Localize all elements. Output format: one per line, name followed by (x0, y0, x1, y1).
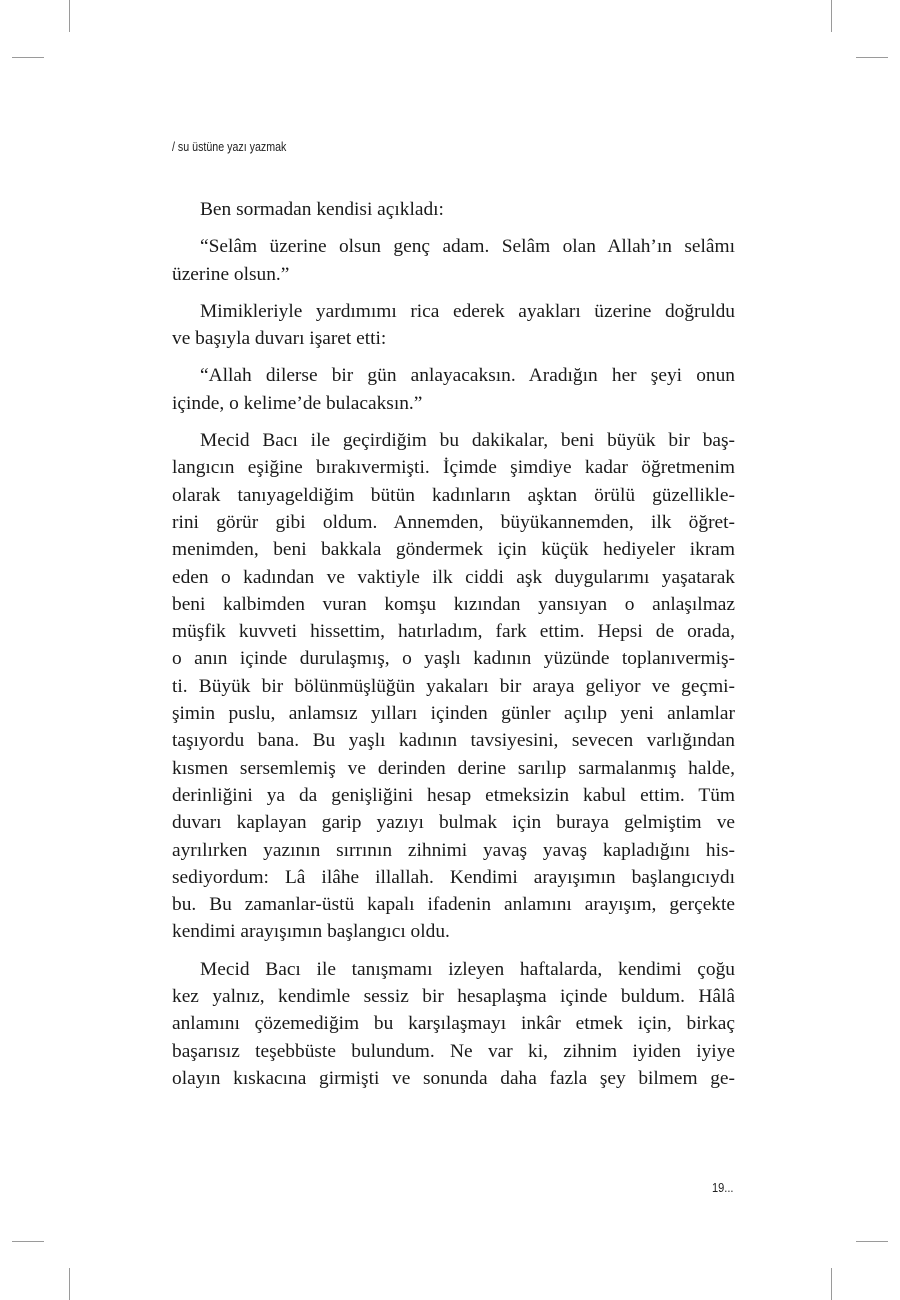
text-line: Mecid Bacı ile tanışmamı izleyen haftalarda, kendimi çoğu (200, 958, 735, 980)
text-line: bu. Bu zamanlar-üstü kapalı ifadenin anlamını arayışım, gerçekte (172, 894, 735, 916)
text-line: “Allah dilerse bir gün anlayacaksın. Aradığın her şeyi onun (200, 365, 735, 387)
paragraph (172, 956, 735, 1092)
text-line: eden o kadından ve vaktiyle ilk ciddi aşk duygularımı yaşatarak (172, 566, 735, 588)
body-text (172, 196, 735, 1092)
paragraph (172, 196, 735, 223)
text-line: Mimikleriyle yardımımı rica ederek ayakları üzerine doğruldu (200, 300, 735, 322)
running-header: / su üstüne yazı yazmak (172, 139, 287, 154)
text-line: ayrılırken yazının sırrının zihnimi yavaş yavaş kapladığını his- (172, 839, 735, 861)
text-line: Mecid Bacı ile geçirdiğim bu dakikalar, beni büyük bir baş- (200, 430, 735, 452)
text-line: sediyordum: Lâ ilâhe illallah. Kendimi arayışımın başlangıcıydı (172, 866, 735, 888)
crop-mark (69, 0, 70, 32)
text-line: “Selâm üzerine olsun genç adam. Selâm olan Allah’ın selâmı (200, 236, 735, 258)
page-number: 19... (712, 1180, 734, 1195)
paragraph (172, 233, 735, 288)
crop-mark (856, 57, 888, 58)
text-line: ti. Büyük bir bölünmüşlüğün yakaları bir araya geliyor ve geçmi- (172, 675, 735, 697)
paragraph (172, 362, 735, 417)
text-line: kısmen sersemlemiş ve derinden derine sarılıp sarmalanmış halde, (172, 757, 735, 779)
text-line: olayın kıskacına girmişti ve sonunda daha fazla şey bilmem ge- (172, 1067, 735, 1089)
text-line: kez yalnız, kendimle sessiz bir hesaplaşma içinde buldum. Hâlâ (172, 986, 735, 1008)
text-line: içinde, o kelime’de bulacaksın.” (172, 392, 423, 414)
text-line: Ben sormadan kendisi açıkladı: (200, 199, 444, 220)
text-line: o anın içinde durulaşmış, o yaşlı kadının yüzünde toplanıvermiş- (172, 648, 735, 670)
text-line: duvarı kaplayan garip yazıyı bulmak için buraya gelmiştim ve (172, 812, 735, 834)
crop-mark (831, 0, 832, 32)
paragraph (172, 298, 735, 353)
text-line: üzerine olsun.” (172, 263, 290, 285)
text-line: müşfik kuvveti hissettim, hatırladım, fark ettim. Hepsi de orada, (172, 621, 735, 643)
paragraph (172, 427, 735, 946)
text-line: başarısız teşebbüste bulundum. Ne var ki, zihnim iyiden iyiye (172, 1040, 735, 1062)
text-line: menimden, beni bakkala göndermek için küçük hediyeler ikram (172, 539, 735, 561)
text-line: rini görür gibi oldum. Annemden, büyükannemden, ilk öğret- (172, 511, 735, 533)
text-line: beni kalbimden vuran komşu kızından yansıyan o anlaşılmaz (172, 593, 735, 615)
text-line: taşıyordu bana. Bu yaşlı kadının tavsiyesini, sevecen varlığından (172, 730, 735, 752)
text-line: kendimi arayışımın başlangıcı oldu. (172, 921, 450, 943)
crop-mark (12, 1241, 44, 1242)
crop-mark (856, 1241, 888, 1242)
text-line: olarak tanıyageldiğim bütün kadınların aşktan örülü güzellikle- (172, 484, 735, 506)
crop-mark (831, 1268, 832, 1300)
text-line: langıcın eşiğine bırakıvermişti. İçimde şimdiye kadar öğretmenim (172, 457, 735, 479)
text-line: ve başıyla duvarı işaret etti: (172, 328, 387, 350)
text-line: derinliğini ya da genişliğini hesap etmeksizin kabul ettim. Tüm (172, 784, 735, 806)
crop-mark (12, 57, 44, 58)
text-line: anlamını çözemediğim bu karşılaşmayı inkâr etmek için, birkaç (172, 1013, 735, 1035)
text-line: şimin puslu, anlamsız yılları içinden günler açılıp yeni anlamlar (172, 703, 735, 725)
crop-mark (69, 1268, 70, 1300)
